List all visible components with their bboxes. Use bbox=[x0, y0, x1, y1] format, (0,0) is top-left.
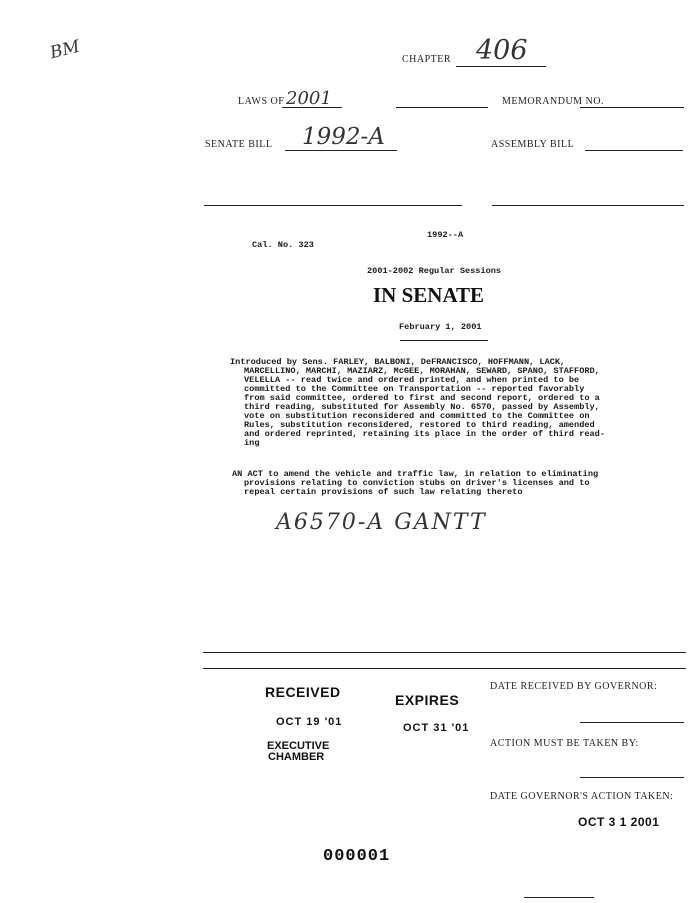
page-number: 000001 bbox=[323, 847, 391, 866]
bill-date: February 1, 2001 bbox=[399, 322, 482, 332]
intro-line: committed to the Committee on Transportation -- reported favorably bbox=[244, 384, 585, 394]
senate-bill-number: 1992-A bbox=[302, 124, 385, 150]
memorandum-left-underline bbox=[396, 107, 488, 108]
received-title: RECEIVED bbox=[265, 684, 341, 700]
assembly-bill-label: ASSEMBLY BILL bbox=[491, 139, 575, 150]
laws-of-year: 2001 bbox=[286, 88, 332, 109]
expires-title: EXPIRES bbox=[395, 692, 460, 708]
calendar-number: Cal. No. 323 bbox=[252, 240, 314, 250]
intro-line: Introduced by Sens. FARLEY, BALBONI, DeFRANCISCO, HOFFMANN, LACK, bbox=[230, 357, 566, 367]
action-taken-date: OCT 3 1 2001 bbox=[578, 815, 660, 829]
expires-date: OCT 31 '01 bbox=[403, 722, 470, 734]
memorandum-label: MEMORANDUM NO. bbox=[502, 96, 605, 107]
action-must-label: ACTION MUST BE TAKEN BY: bbox=[490, 738, 639, 749]
handwritten-assembly-note: A6570-A GANTT bbox=[276, 510, 487, 535]
handwritten-initials: BM bbox=[48, 36, 82, 64]
senate-bill-label: SENATE BILL bbox=[205, 139, 273, 150]
blank-line-left bbox=[204, 205, 462, 206]
received-chamber-line2: CHAMBER bbox=[268, 751, 325, 763]
chapter-underline bbox=[456, 66, 546, 67]
intro-line: and ordered reprinted, retaining its place in the order of third read- bbox=[244, 429, 605, 439]
session-text: 2001-2002 Regular Sessions bbox=[367, 266, 502, 276]
bottom-line bbox=[524, 897, 594, 898]
date-rule bbox=[400, 340, 488, 341]
chapter-label: CHAPTER bbox=[402, 54, 452, 65]
date-received-underline bbox=[580, 722, 684, 723]
intro-line: VELELLA -- read twice and ordered printed, and when printed to be bbox=[244, 375, 580, 385]
intro-line: vote on substitution reconsidered and committed to the Committee on bbox=[244, 411, 590, 421]
laws-of-label: LAWS OF bbox=[238, 96, 285, 107]
assembly-bill-underline bbox=[585, 150, 683, 151]
intro-line: ing bbox=[244, 438, 260, 448]
blank-line-right bbox=[492, 205, 684, 206]
separator-line-2 bbox=[203, 668, 686, 669]
act-line: repeal certain provisions of such law relating thereto bbox=[244, 487, 523, 497]
received-date: OCT 19 '01 bbox=[276, 716, 343, 728]
act-line: AN ACT to amend the vehicle and traffic law, in relation to eliminating bbox=[232, 469, 599, 479]
date-received-label: DATE RECEIVED BY GOVERNOR: bbox=[490, 681, 658, 692]
chapter-number: 406 bbox=[476, 35, 528, 66]
memorandum-underline bbox=[580, 107, 684, 108]
intro-line: Rules, substitution reconsidered, restored to third reading, amended bbox=[244, 420, 595, 430]
action-must-underline bbox=[580, 777, 684, 778]
action-taken-label: DATE GOVERNOR'S ACTION TAKEN: bbox=[490, 791, 674, 802]
chamber-heading: IN SENATE bbox=[373, 283, 485, 307]
intro-line: third reading, substituted for Assembly No. 6570, passed by Assembly, bbox=[244, 402, 600, 412]
separator-line-1 bbox=[203, 652, 686, 653]
bill-number: 1992--A bbox=[427, 230, 464, 240]
senate-bill-underline bbox=[285, 150, 397, 151]
act-line: provisions relating to conviction stubs on driver's licenses and to bbox=[244, 478, 590, 488]
intro-line: from said committee, ordered to first and second report, ordered to a bbox=[244, 393, 600, 403]
received-chamber-line1: EXECUTIVE bbox=[267, 740, 330, 752]
intro-line: MARCELLINO, MARCHI, MAZIARZ, McGEE, MORAHAN, SEWARD, SPANO, STAFFORD, bbox=[244, 366, 600, 376]
